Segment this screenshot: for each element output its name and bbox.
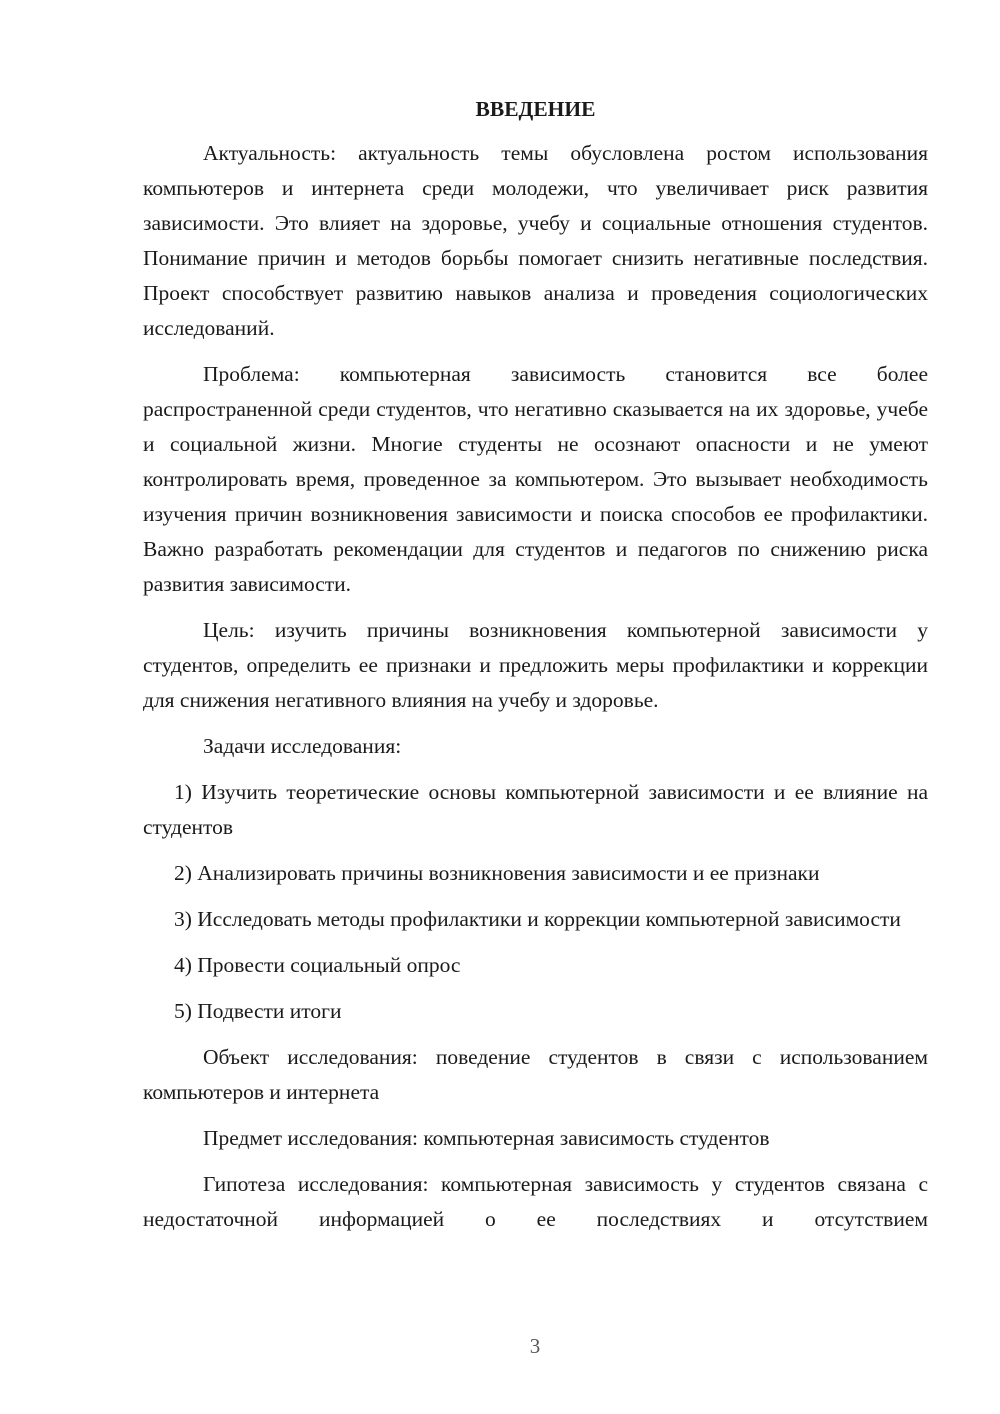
task-item-5: 5) Подвести итоги (174, 999, 342, 1023)
relevance-paragraph: Актуальность: актуальность темы обусловлена ростом использования компьютеров и интернета среди молодежи, что увеличивает риск развития зависимости. Это влияет на здоровье, учебу и социальные отношения студентов. Понимание причин и методов борьбы помогает снизить негативные последствия. Проект способствует развитию навыков анализа и проведения социологических исследований. (143, 141, 928, 340)
problem-paragraph: Проблема: компьютерная зависимость становится все более распространенной среди студентов, что негативно сказывается на их здоровье, учебе и социальной жизни. Многие студенты не осознают опасности и не умеют контролировать время, проведенное за компьютером. Это вызывает необходимость изучения причин возникновения зависимости и поиска способов ее профилактики. Важно разработать рекомендации для студентов и педагогов по снижению риска развития зависимости. (143, 362, 928, 596)
task-item-1: 1) Изучить теоретические основы компьютерной зависимости и ее влияние на студентов (143, 780, 928, 839)
tasks-heading: Задачи исследования: (203, 734, 402, 758)
object-paragraph: Объект исследования: поведение студентов в связи с использованием компьютеров и интернета (143, 1045, 928, 1104)
page-number: 3 (529, 1334, 541, 1358)
document-page (143, 92, 928, 1248)
section-title: ВВЕДЕНИЕ (475, 97, 596, 121)
goal-paragraph: Цель: изучить причины возникновения компьютерной зависимости у студентов, определить ее признаки и предложить меры профилактики и коррекции для снижения негативного влияния на учебу и здоровье. (143, 618, 928, 712)
task-item-3: 3) Исследовать методы профилактики и коррекции компьютерной зависимости (174, 907, 901, 931)
hypothesis-paragraph: Гипотеза исследования: компьютерная зависимость у студентов связана с недостаточной информацией о ее последствиях и отсутствием (143, 1172, 928, 1231)
task-item-4: 4) Провести социальный опрос (174, 953, 461, 977)
task-item-2: 2) Анализировать причины возникновения зависимости и ее признаки (174, 861, 820, 885)
subject-paragraph: Предмет исследования: компьютерная зависимость студентов (203, 1126, 770, 1150)
